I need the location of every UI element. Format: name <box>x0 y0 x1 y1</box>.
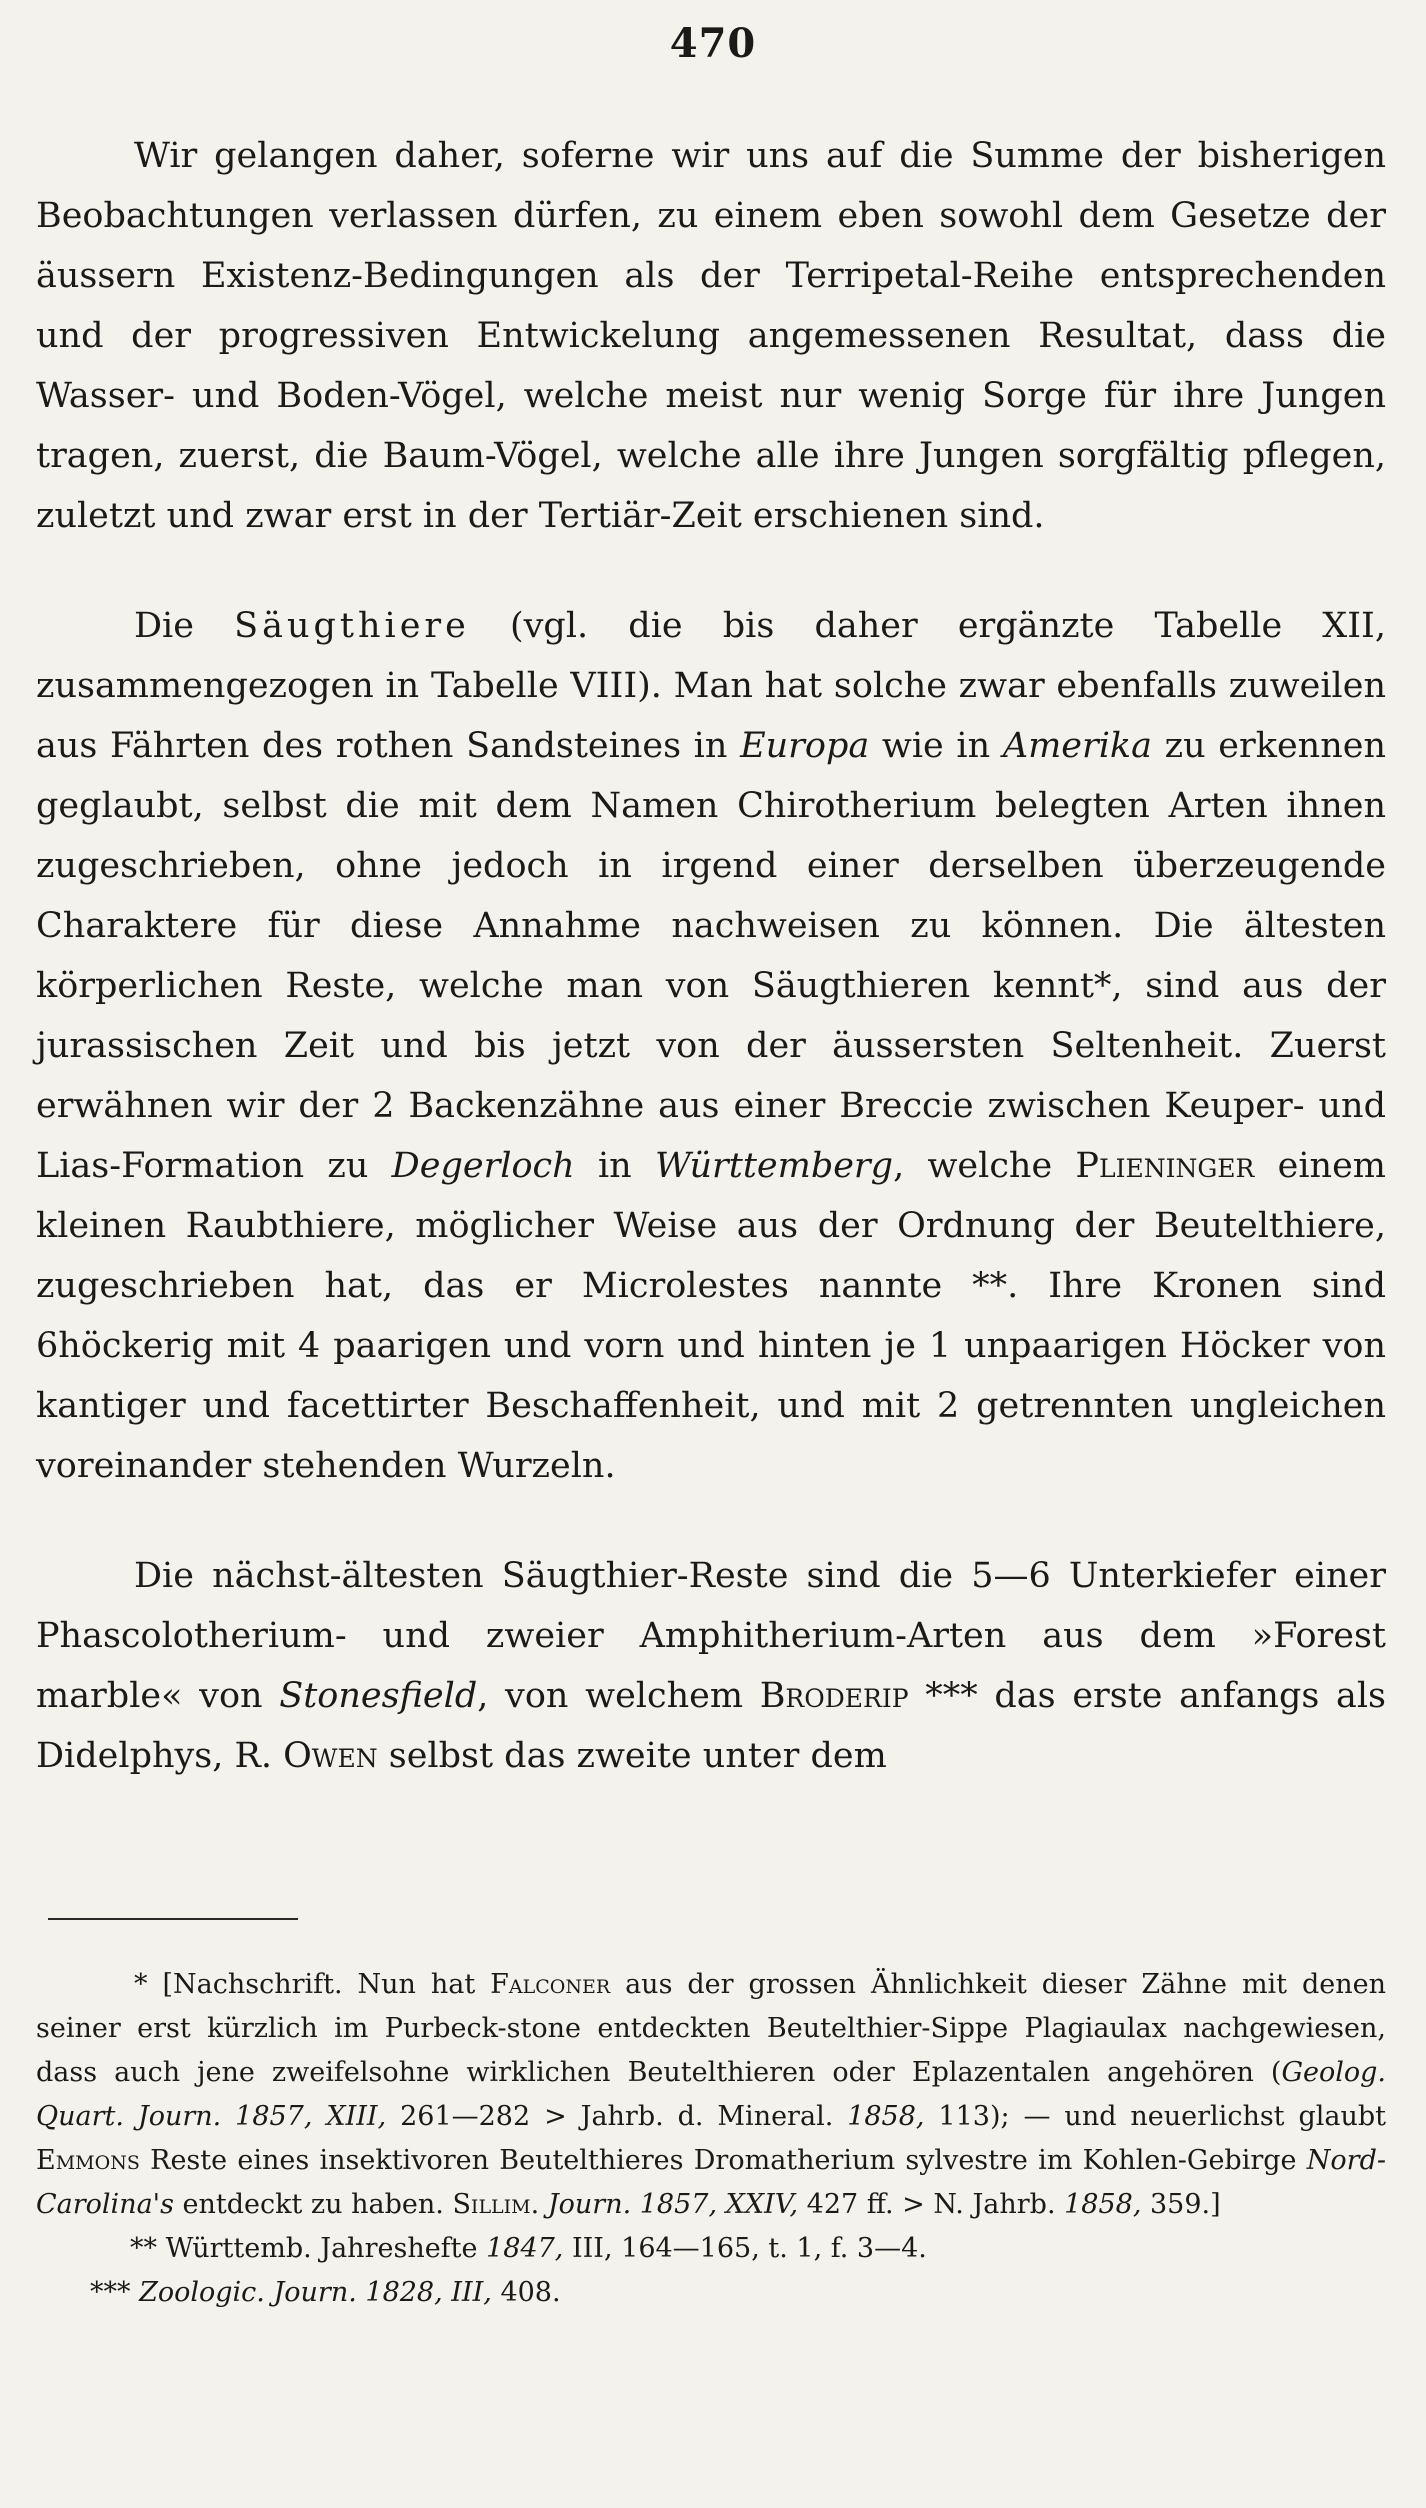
main-text <box>36 126 1386 1786</box>
text-run: zu erkennen geglaubt, selbst die mit dem Namen Chirotherium belegten Arten ihnen zugeschrieben, ohne jedoch in irgend einer derselben überzeugende Charaktere für diese Annahme nachweisen zu können. Die ältesten körperlichen Reste, welche man von Säugthieren kennt*, sind aus der jurassischen Zeit und bis jetzt von der äussersten Seltenheit. Zuerst erwähnen wir der 2 Backenzähne aus einer Breccie zwischen Keuper- und Lias-Formation zu <box>36 726 1386 1186</box>
text-run: Säugthiere <box>234 606 470 646</box>
text-run: entdeckt zu haben. <box>173 2189 453 2220</box>
text-run: aus der grossen Ähnlichkeit dieser Zähne mit denen seiner erst kürzlich im Purbeck-stone entdeckten Beutelthier-Sippe Plagiaulax nachgewiesen, dass auch jene zweifelsohne wirklichen Beutelthieren oder Eplazentalen angehören ( <box>36 1969 1386 2088</box>
text-run: Journ. 1857, XXIV, <box>547 2189 799 2220</box>
text-run: 1858, <box>847 2101 925 2132</box>
text-run: Die nächst-ältesten Säugthier-Reste sind die 5—6 Unterkiefer einer Phascolotherium- und zweier Amphitherium-Arten aus dem »Forest marble« von <box>36 1556 1386 1716</box>
text-run: 359.] <box>1141 2189 1221 2220</box>
text-run: *** <box>90 2277 140 2308</box>
text-run: 113); — und neuerlichst glaubt <box>924 2101 1386 2132</box>
paragraph <box>36 1546 1386 1786</box>
text-run: III, 164—165, t. 1, f. 3—4. <box>563 2233 927 2264</box>
text-run: Degerloch <box>391 1146 575 1186</box>
paragraph <box>36 126 1386 546</box>
text-run: Emmons <box>36 2145 140 2176</box>
text-run: Falconer <box>490 1969 611 2000</box>
text-run: 427 ff. > N. Jahrb. <box>798 2189 1065 2220</box>
text-run: in <box>574 1146 655 1186</box>
text-run: 408. <box>491 2277 561 2308</box>
text-run: * [Nachschrift. Nun hat <box>134 1969 491 2000</box>
text-run: 261—282 > Jahrb. d. Mineral. <box>386 2101 848 2132</box>
text-run: Nord-Carolina's <box>36 2145 1386 2220</box>
paragraph <box>36 596 1386 1496</box>
text-run: einem kleinen Raubthiere, möglicher Weise aus der Ordnung der Beutelthiere, zugeschrieben hat, das er Microlestes nannte **. Ihre Kronen sind 6höckerig mit 4 paarigen und vorn und hinten je 1 unpaarigen Höcker von kantiger und facettirter Beschaffenheit, und mit 2 getrennten ungleichen voreinander stehenden Wurzeln. <box>36 1146 1386 1486</box>
text-run: 1858, <box>1064 2189 1142 2220</box>
text-run: Owen <box>283 1736 378 1776</box>
text-run: 1847, <box>486 2233 564 2264</box>
page-number: 470 <box>669 20 757 67</box>
text-run: Reste eines insektivoren Beutelthieres Dromatherium sylvestre im Kohlen-Gebirge <box>139 2145 1307 2176</box>
footnote <box>36 1963 1386 2227</box>
text-run: *** das erste anfangs als Didelphys, R. <box>36 1676 1386 1776</box>
text-run: Sillim. <box>452 2189 540 2220</box>
text-run: Geolog. Quart. Journ. 1857, XIII, <box>36 2057 1386 2132</box>
text-run <box>539 2189 548 2220</box>
text-run: Stonesfield <box>279 1676 478 1716</box>
text-run: Plieninger <box>1075 1146 1255 1186</box>
text-run: ** Württemb. Jahreshefte <box>130 2233 487 2264</box>
text-run: wie in <box>869 726 1003 766</box>
text-run: selbst das zweite unter dem <box>377 1736 887 1776</box>
text-run: Broderip <box>759 1676 909 1716</box>
footnote-divider <box>48 1918 298 1920</box>
text-run: , welche <box>893 1146 1076 1186</box>
text-run: Die <box>134 606 235 646</box>
footnotes <box>36 1963 1386 2315</box>
text-run: (vgl. die bis daher ergänzte Tabelle XII, zusammengezogen in Tabelle VIII). Man hat solche zwar ebenfalls zuweilen aus Fährten des rothen Sandsteines in <box>36 606 1386 766</box>
footnote <box>36 2227 1386 2271</box>
text-run: Württemberg <box>654 1146 894 1186</box>
text-run: Amerika <box>1002 726 1152 766</box>
text-run: Europa <box>740 726 870 766</box>
text-run: , von welchem <box>477 1676 760 1716</box>
text-run: Wir gelangen daher, soferne wir uns auf die Summe der bisherigen Beobachtungen verlassen dürfen, zu einem eben sowohl dem Gesetze der äussern Existenz-Bedingungen als der Terripetal-Reihe entsprechenden und der progressiven Entwickelung angemessenen Resultat, dass die Wasser- und Boden-Vögel, welche meist nur wenig Sorge für ihre Jungen tragen, zuerst, die Baum-Vögel, welche alle ihre Jungen sorgfältig pflegen, zuletzt und zwar erst in der Tertiär-Zeit erschienen sind. <box>36 136 1386 536</box>
text-run: Zoologic. Journ. 1828, III, <box>139 2277 492 2308</box>
footnote <box>36 2271 1386 2315</box>
